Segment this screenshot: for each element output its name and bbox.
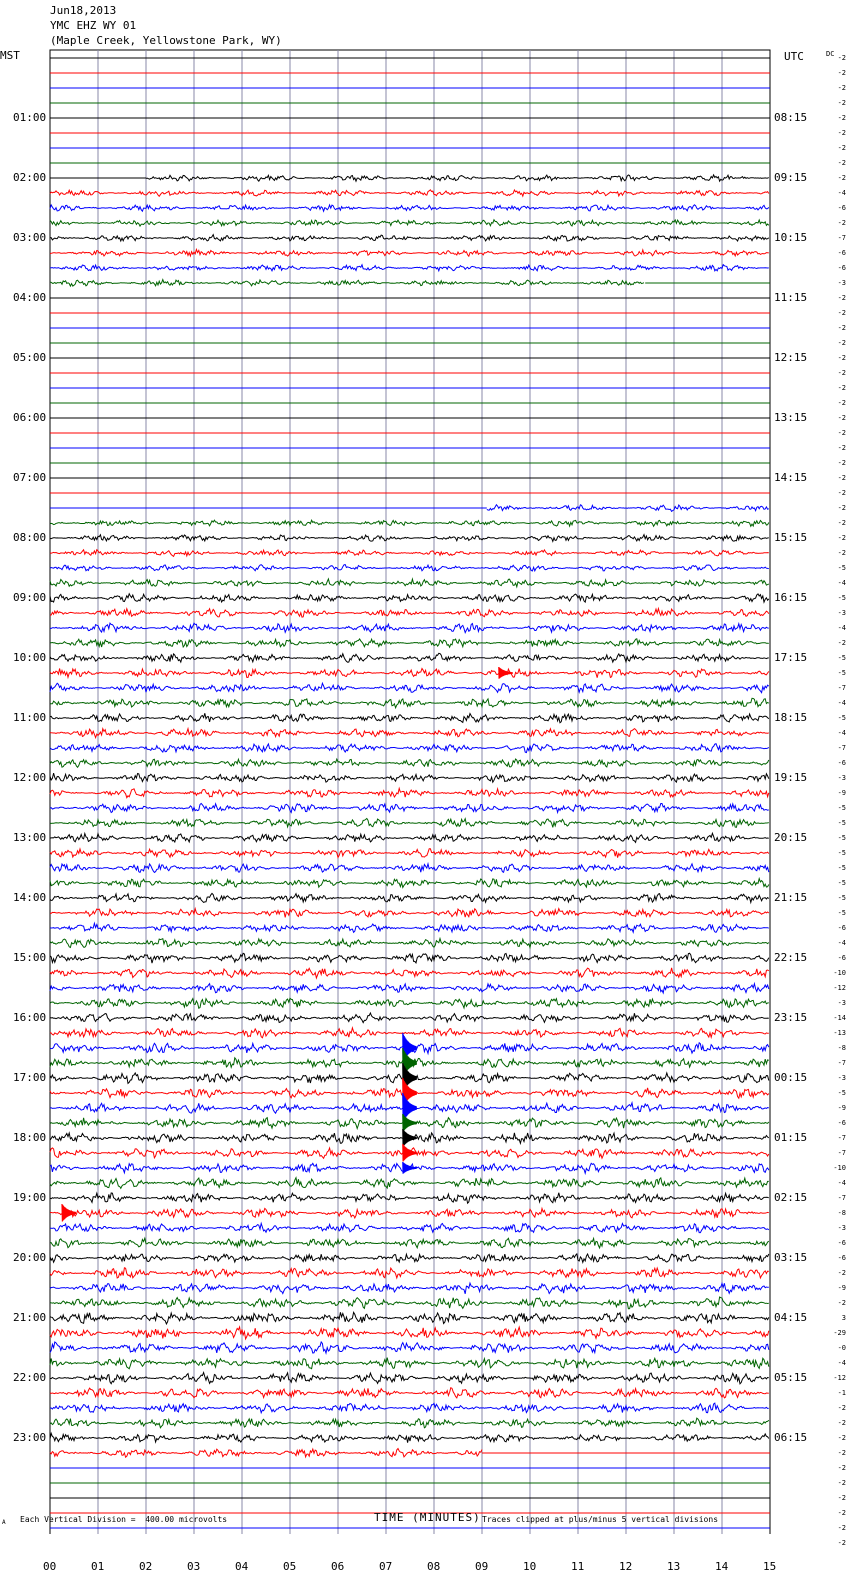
left-hour-label: 19:00	[13, 1191, 47, 1204]
dc-offset-label: -7	[837, 744, 846, 752]
trace-row	[50, 1208, 769, 1218]
dc-offset-label: -2	[837, 429, 846, 437]
chart-location: (Maple Creek, Yellowstone Park, WY)	[50, 34, 282, 47]
trace-row	[50, 804, 769, 813]
dc-offset-label: -5	[837, 594, 846, 602]
trace-row	[50, 953, 769, 963]
right-hour-label: 21:15	[774, 891, 808, 904]
dc-offset-label: -6	[837, 1119, 846, 1127]
trace-row	[50, 729, 769, 738]
x-tick-label: 14	[715, 1560, 729, 1573]
right-hour-label: 17:15	[774, 651, 808, 664]
trace-row	[50, 205, 769, 211]
trace-row	[50, 565, 769, 571]
dc-offset-label: -5	[837, 879, 846, 887]
left-hour-label: 01:00	[13, 111, 47, 124]
right-hour-label: 12:15	[774, 351, 808, 364]
dc-offset-label: -2	[837, 1404, 846, 1412]
dc-offset-label: -10	[833, 1164, 846, 1172]
dc-offset-label: -3	[837, 1074, 846, 1082]
right-hour-label: 14:15	[774, 471, 808, 484]
trace-row	[50, 1254, 769, 1263]
x-tick-label: 02	[139, 1560, 153, 1573]
dc-offset-label: -5	[837, 654, 846, 662]
event-burst	[499, 667, 513, 679]
dc-offset-label: -7	[837, 1134, 846, 1142]
x-tick-label: 06	[331, 1560, 345, 1573]
left-hour-label: 23:00	[13, 1431, 47, 1444]
dc-offset-label: -6	[837, 954, 846, 962]
trace-row	[50, 594, 769, 602]
right-hour-label: 16:15	[774, 591, 808, 604]
right-hour-label: 10:15	[774, 231, 808, 244]
x-tick-label: 04	[235, 1560, 249, 1573]
dc-offset-label: -2	[837, 339, 846, 347]
dc-offset-label: -3	[837, 609, 846, 617]
dc-offset-label: -10	[833, 969, 846, 977]
event-burst	[403, 1144, 417, 1162]
right-hour-label: 06:15	[774, 1431, 808, 1444]
dc-offset-label: -2	[837, 99, 846, 107]
left-hour-label: 04:00	[13, 291, 47, 304]
trace-row	[50, 893, 769, 902]
x-tick-label: 05	[283, 1560, 297, 1573]
left-hour-label: 02:00	[13, 171, 47, 184]
right-hour-label: 05:15	[774, 1371, 808, 1384]
dc-offset-label: -2	[837, 144, 846, 152]
dc-offset-label: 3	[841, 1314, 846, 1322]
trace-row	[50, 909, 769, 918]
dc-offset-label: -2	[837, 354, 846, 362]
dc-offset-label: -2	[837, 1494, 846, 1502]
dc-offset-label: -2	[837, 174, 846, 182]
dc-offset-label: -5	[837, 834, 846, 842]
dc-offset-label: -6	[837, 249, 846, 257]
trace-row	[50, 609, 769, 618]
trace-row	[50, 1388, 769, 1398]
left-hour-label: 20:00	[13, 1251, 47, 1264]
x-tick-label: 09	[475, 1560, 489, 1573]
x-tick-label: 07	[379, 1560, 393, 1573]
dc-offset-label: -7	[837, 234, 846, 242]
dc-offset-label: -3	[837, 999, 846, 1007]
dc-offset-label: -2	[837, 369, 846, 377]
dc-offset-label: -2	[837, 84, 846, 92]
left-hour-label: 11:00	[13, 711, 47, 724]
dc-offset-label: -3	[837, 279, 846, 287]
right-hour-label: 11:15	[774, 291, 808, 304]
x-tick-label: 08	[427, 1560, 441, 1573]
chart-date: Jun18,2013	[50, 4, 117, 17]
dc-offset-label: -2	[837, 159, 846, 167]
dc-offset-label: -2	[837, 114, 846, 122]
trace-row	[50, 1358, 769, 1369]
trace-row	[50, 535, 769, 542]
trace-row	[50, 1223, 769, 1232]
trace-row	[50, 250, 769, 257]
left-hour-label: 08:00	[13, 531, 47, 544]
dc-offset-label: -5	[837, 804, 846, 812]
right-hour-label: 02:15	[774, 1191, 808, 1204]
right-hour-label: 01:15	[774, 1131, 808, 1144]
dc-offset-label: -2	[837, 129, 846, 137]
trace-row	[50, 1193, 769, 1203]
dc-offset-label: -2	[837, 1449, 846, 1457]
right-hour-label: 13:15	[774, 411, 808, 424]
trace-row	[50, 713, 769, 723]
trace-row	[50, 669, 769, 678]
dc-offset-label: -5	[837, 714, 846, 722]
dc-offset-label: -2	[837, 399, 846, 407]
dc-offset-label: -2	[837, 1479, 846, 1487]
x-tick-label: 15	[763, 1560, 777, 1573]
trace-row	[50, 788, 769, 797]
scale-note: Each Vertical Division = 400.00 microvolts	[20, 1515, 228, 1524]
trace-row	[50, 923, 769, 932]
dc-offset-label: -5	[837, 669, 846, 677]
event-burst	[403, 1162, 417, 1174]
right-hour-label: 15:15	[774, 531, 808, 544]
trace-row	[50, 849, 769, 858]
trace-row	[50, 1238, 769, 1248]
left-hour-label: 09:00	[13, 591, 47, 604]
dc-offset-label: -2	[837, 534, 846, 542]
left-hour-label: 10:00	[13, 651, 47, 664]
dc-offset-label: -4	[837, 579, 846, 587]
right-hour-label: 22:15	[774, 951, 808, 964]
dc-offset-label: -4	[837, 624, 846, 632]
left-hour-label: 21:00	[13, 1311, 47, 1324]
dc-offset-label: -2	[837, 1299, 846, 1307]
dc-offset-label: -2	[837, 1509, 846, 1517]
trace-row	[50, 1297, 769, 1309]
dc-offset-label: -8	[837, 1044, 846, 1052]
left-hour-label: 15:00	[13, 951, 47, 964]
left-hour-label: 07:00	[13, 471, 47, 484]
dc-offset-label: -5	[837, 864, 846, 872]
trace-row	[50, 1403, 769, 1413]
dc-offset-label: -6	[837, 1254, 846, 1262]
dc-offset-label: -2	[837, 219, 846, 227]
dc-offset-label: -2	[837, 1524, 846, 1532]
trace-row	[50, 1013, 769, 1023]
dc-offset-label: -6	[837, 1239, 846, 1247]
trace-row	[50, 864, 769, 873]
trace-row	[50, 1418, 769, 1428]
dc-offset-label: -7	[837, 1194, 846, 1202]
dc-offset-label: -4	[837, 189, 846, 197]
trace-row	[50, 819, 769, 828]
trace-row	[50, 984, 769, 993]
dc-offset-label: -7	[837, 1059, 846, 1067]
left-hour-label: 22:00	[13, 1371, 47, 1384]
dc-offset-label: -12	[833, 1374, 846, 1382]
trace-row	[50, 280, 770, 287]
trace-group	[50, 58, 770, 1534]
trace-row	[50, 1312, 769, 1324]
trace-row	[50, 1433, 769, 1442]
dc-offset-label: -2	[837, 309, 846, 317]
dc-offset-label: -13	[833, 1029, 846, 1037]
right-hour-label: 04:15	[774, 1311, 808, 1324]
dc-offset-label: -14	[833, 1014, 846, 1022]
trace-row	[50, 939, 769, 948]
event-burst	[62, 1204, 76, 1222]
trace-row	[50, 220, 769, 226]
trace-row	[50, 1028, 769, 1038]
dc-offset-label: -5	[837, 564, 846, 572]
dc-offset-label: -2	[837, 1434, 846, 1442]
trace-row	[50, 683, 769, 692]
dc-offset-label: -2	[837, 459, 846, 467]
dc-offset-label: -4	[837, 699, 846, 707]
trace-row	[50, 1283, 769, 1294]
dc-offset-label: -6	[837, 204, 846, 212]
trace-row	[50, 1373, 769, 1384]
left-axis-title: MST	[0, 49, 20, 62]
dc-offset-label: -2	[837, 324, 846, 332]
trace-row	[50, 879, 769, 888]
trace-row	[50, 1327, 769, 1339]
dc-offset-label: -3	[837, 774, 846, 782]
left-hour-label: 06:00	[13, 411, 47, 424]
dc-offset-label: -0	[837, 1344, 846, 1352]
dc-offset-label: -4	[837, 1179, 846, 1187]
trace-row	[50, 520, 769, 526]
dc-offset-label: -2	[837, 474, 846, 482]
trace-row	[50, 759, 769, 767]
dc-offset-label: -4	[837, 1359, 846, 1367]
chart-station: YMC EHZ WY 01	[50, 19, 137, 32]
dc-offset-label: -6	[837, 264, 846, 272]
trace-row	[50, 550, 769, 557]
left-hour-label: 12:00	[13, 771, 47, 784]
dc-offset-label: -7	[837, 1149, 846, 1157]
dc-column-title: DC	[826, 50, 835, 58]
clip-note: Traces clipped at plus/minus 5 vertical divisions	[482, 1515, 719, 1524]
dc-offset-label: -1	[837, 1389, 846, 1397]
dc-offset-label: -6	[837, 924, 846, 932]
dc-offset-label: -2	[837, 414, 846, 422]
dc-offset-label: -2	[837, 54, 846, 62]
x-tick-label: 12	[619, 1560, 633, 1573]
dc-offset-label: -5	[837, 1089, 846, 1097]
x-tick-label: 10	[523, 1560, 537, 1573]
right-hour-label: 23:15	[774, 1011, 808, 1024]
dc-offset-label: -2	[837, 294, 846, 302]
event-burst	[403, 1129, 417, 1147]
x-tick-label: 03	[187, 1560, 201, 1573]
x-tick-label: 13	[667, 1560, 681, 1573]
right-axis-title: UTC	[784, 50, 804, 63]
dc-offset-label: -4	[837, 939, 846, 947]
left-hour-label: 14:00	[13, 891, 47, 904]
trace-row	[50, 579, 769, 587]
dc-offset-label: -2	[837, 489, 846, 497]
dc-offset-label: -9	[837, 1284, 846, 1292]
dc-offset-label: -9	[837, 1104, 846, 1112]
right-hour-label: 00:15	[774, 1071, 808, 1084]
dc-offset-label: -2	[837, 519, 846, 527]
trace-row	[50, 505, 769, 512]
dc-offset-label: -2	[837, 1464, 846, 1472]
trace-row	[50, 968, 769, 978]
trace-row	[50, 190, 769, 197]
corner-mark: A	[2, 1519, 6, 1526]
dc-offset-label: -2	[837, 444, 846, 452]
trace-row	[50, 265, 769, 271]
left-hour-label: 03:00	[13, 231, 47, 244]
dc-offset-label: -6	[837, 759, 846, 767]
dc-offset-label: -2	[837, 69, 846, 77]
trace-row	[50, 1178, 769, 1189]
dc-offset-label: -4	[837, 729, 846, 737]
left-hour-label: 16:00	[13, 1011, 47, 1024]
dc-offset-label: -9	[837, 789, 846, 797]
trace-row	[50, 1342, 769, 1353]
event-burst	[403, 1114, 417, 1132]
trace-row	[50, 698, 769, 708]
dc-offset-label: -2	[837, 1419, 846, 1427]
dc-offset-label: -8	[837, 1209, 846, 1217]
dc-offset-label: -3	[837, 1224, 846, 1232]
dc-offset-label: -2	[837, 384, 846, 392]
trace-row	[50, 175, 769, 181]
trace-row	[50, 833, 769, 842]
left-hour-label: 05:00	[13, 351, 47, 364]
trace-row	[50, 773, 769, 782]
dc-offset-label: -5	[837, 819, 846, 827]
dc-offset-label: -29	[833, 1329, 846, 1337]
dc-offset-label: -2	[837, 504, 846, 512]
x-tick-label: 11	[571, 1560, 585, 1573]
dc-offset-label: -5	[837, 909, 846, 917]
dc-offset-label: -2	[837, 1539, 846, 1547]
right-hour-label: 19:15	[774, 771, 808, 784]
trace-row	[50, 623, 769, 632]
trace-row	[50, 1268, 769, 1278]
right-hour-label: 08:15	[774, 111, 808, 124]
right-hour-label: 20:15	[774, 831, 808, 844]
left-hour-label: 13:00	[13, 831, 47, 844]
x-tick-label: 01	[91, 1560, 105, 1573]
dc-offset-label: -2	[837, 549, 846, 557]
dc-offset-label: -2	[837, 1269, 846, 1277]
dc-offset-label: -7	[837, 684, 846, 692]
trace-row	[50, 639, 769, 647]
trace-row	[50, 744, 769, 753]
trace-row	[50, 1449, 770, 1458]
dc-offset-label: -2	[837, 639, 846, 647]
right-hour-label: 09:15	[774, 171, 808, 184]
x-axis-title: TIME (MINUTES)	[374, 1511, 481, 1524]
dc-offset-label: -12	[833, 984, 846, 992]
right-hour-label: 03:15	[774, 1251, 808, 1264]
trace-row	[50, 653, 769, 662]
trace-row	[50, 998, 769, 1008]
left-hour-label: 17:00	[13, 1071, 47, 1084]
dc-offset-label: -5	[837, 894, 846, 902]
right-hour-label: 18:15	[774, 711, 808, 724]
trace-row	[50, 235, 769, 241]
left-hour-label: 18:00	[13, 1131, 47, 1144]
x-tick-label: 00	[43, 1560, 57, 1573]
dc-offset-label: -5	[837, 849, 846, 857]
